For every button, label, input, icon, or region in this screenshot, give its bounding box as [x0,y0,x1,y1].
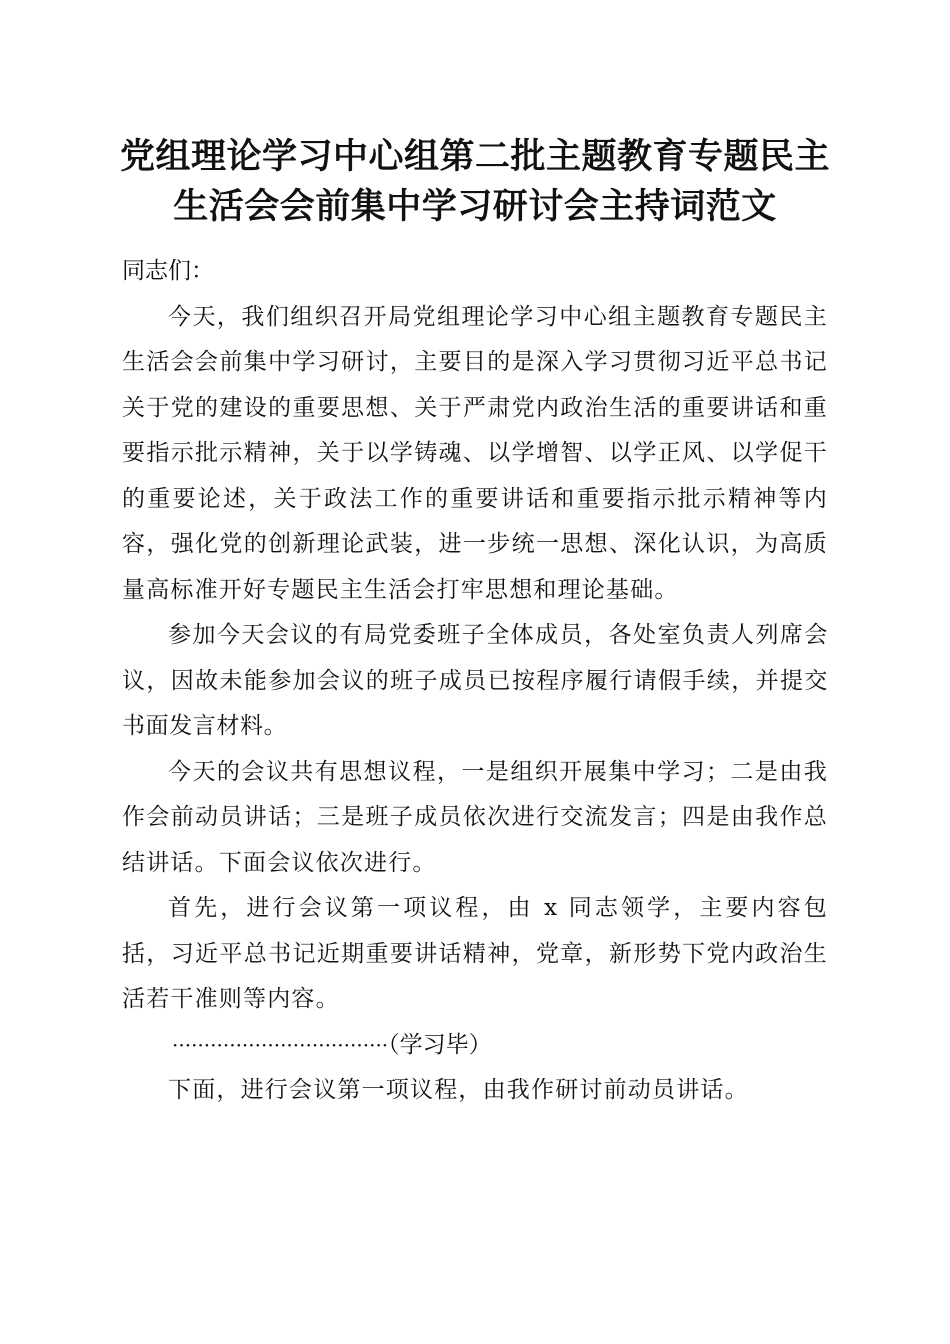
salutation: 同志们： [122,258,214,284]
paragraph-agenda: 今天的会议共有思想议程，一是组织开展集中学习；二是由我作会前动员讲话；三是班子成员依次进行交流发言；四是由我作总结讲话。下面会议依次进行。 [122,758,828,876]
paragraph-attendees: 参加今天会议的有局党委班子全体成员，各处室负责人列席会议，因故未能参加会议的班子成员已按程序履行请假手续，并提交书面发言材料。 [122,622,828,739]
document-title [100,132,850,232]
title-line-2: 生活会会前集中学习研讨会主持词范文 [173,186,777,227]
document-body [122,249,828,1114]
title-line-1: 党组理论学习中心组第二批主题教育专题民主 [119,136,830,177]
paragraph-first-item: 首先，进行会议第一项议程，由 x 同志领学，主要内容包括，习近平总书记近期重要讲话精神，党章，新形势下党内政治生活若干准则等内容。 [122,895,828,1012]
dot-leader: ·································· [172,1032,389,1057]
study-end-note: （学习毕） [388,1031,492,1058]
study-end-line [122,1023,828,1069]
paragraph-purpose: 今天，我们组织召开局党组理论学习中心组主题教育专题民主生活会会前集中学习研讨，主要目的是深入学习贯彻习近平总书记关于党的建设的重要思想、关于严肃党内政治生活的重要讲话和重要指示批示精神，关于以学铸魂、以学增智、以学正风、以学促干的重要论述，关于政法工作的重要讲话和重要指示批示精神等内容，强化党的创新理论武装，进一步统一思想、深化认识，为高质量高标准开好专题民主生活会打牢思想和理论基础。 [122,303,828,603]
paragraph-closing: 下面，进行会议第一项议程，由我作研讨前动员讲话。 [168,1077,749,1103]
